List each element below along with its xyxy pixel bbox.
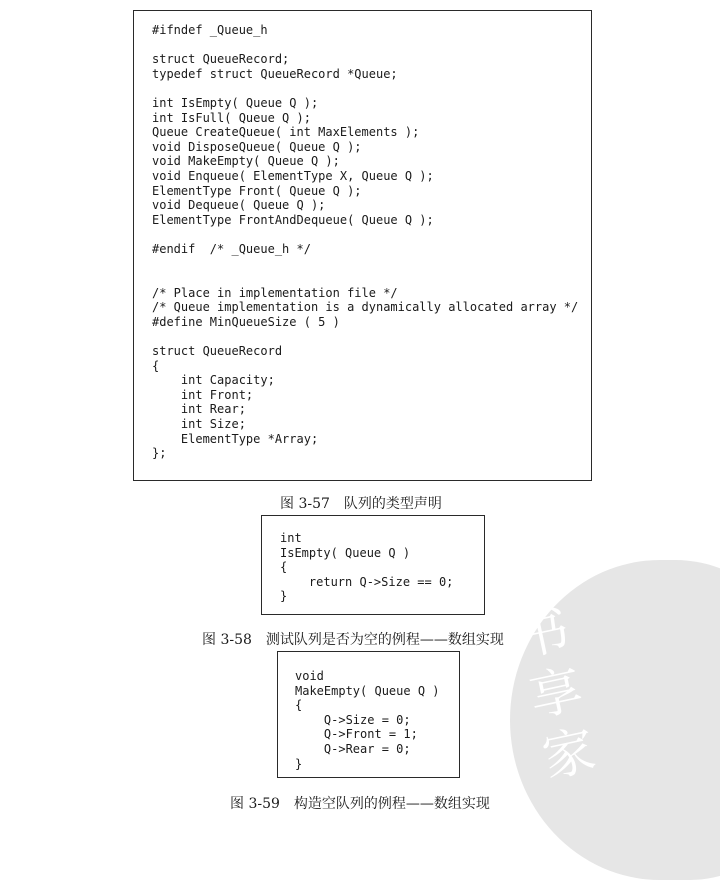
figure-number: 图 3-59 [230, 796, 280, 812]
code-box-makeempty [277, 651, 460, 778]
code-box-isempty [261, 515, 485, 615]
figure-number: 图 3-58 [202, 632, 252, 648]
code-listing-queue-declaration: #ifndef _Queue_h struct QueueRecord; typedef struct QueueRecord *Queue; int IsEmpty( Queue Q ); int IsFull( Queue Q ); Queue CreateQueue( int MaxElements ); void DisposeQueue( Queue Q ); void MakeEmpty( Queue Q ); void Enqueue( ElementType X, Queue Q ); ElementType Front( Queue Q ); void Dequeue( Queue Q ); ElementType FrontAndDequeue( Queue Q ); #endif /* _Queue_h */ /* Place in implementation file */ /* Queue implementation is a dynamically allocated array */ #define MinQueueSize ( 5 ) struct QueueRecord { int Capacity; int Front; int Rear; int Size; ElementType *Array; }; [152, 23, 579, 461]
code-box-queue-declaration [133, 10, 592, 481]
figure-caption-3-57 [280, 493, 442, 513]
figure-caption-3-58 [202, 629, 504, 649]
figure-number: 图 3-57 [280, 496, 330, 512]
code-listing-makeempty: void MakeEmpty( Queue Q ) { Q->Size = 0; Q->Front = 1; Q->Rear = 0; } [295, 669, 440, 771]
watermark-glyphs: 书 享 家 [511, 596, 613, 790]
figure-title: 测试队列是否为空的例程——数组实现 [265, 632, 504, 648]
figure-caption-3-59 [230, 793, 490, 813]
figure-title: 队列的类型声明 [343, 496, 442, 512]
code-listing-isempty: int IsEmpty( Queue Q ) { return Q->Size == 0; } [280, 531, 454, 604]
library-watermark-seal [510, 560, 720, 880]
figure-title: 构造空队列的例程——数组实现 [293, 796, 490, 812]
